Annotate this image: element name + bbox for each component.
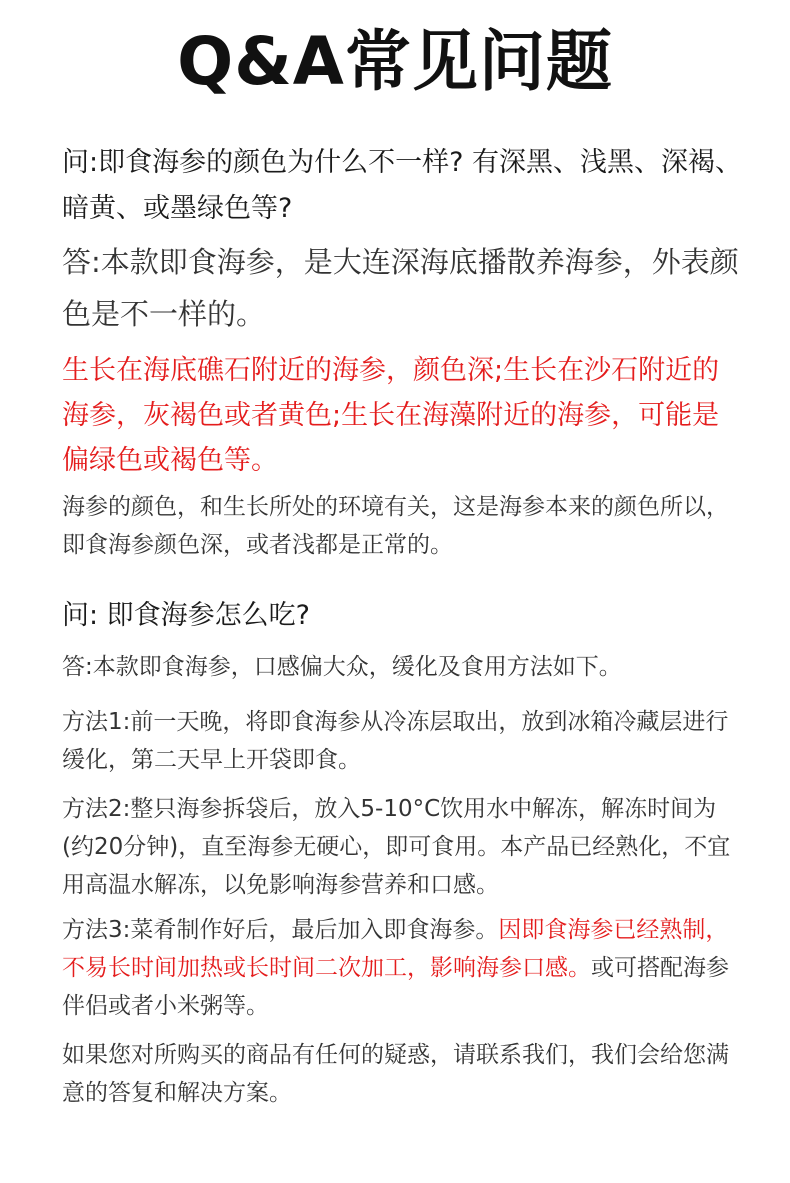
method-3-tail: 或可搭配海参伴侣或者小米粥等。 — [62, 955, 729, 1019]
answer-color-highlight: 生长在海底礁石附近的海参，颜色深;生长在沙石附近的海参，灰褐色或者黄色;生长在海藻附近的海参，可能是偏绿色或褐色等。 — [62, 355, 720, 476]
question-color: 问:即食海参的颜色为什么不一样? 有深黑、浅黑、深褐、暗黄、或墨绿色等? — [62, 147, 743, 224]
method-3-warning: 因即食海参已经熟制，不易长时间加热或长时间二次加工，影响海参口感。 — [62, 917, 729, 981]
method-3-text: 方法3:菜肴制作好后，最后加入即食海参。 — [62, 917, 499, 943]
page-title: Q&A常见问题 — [177, 23, 613, 100]
answer-how-to-eat: 答:本款即食海参，口感偏大众，缓化及食用方法如下。 — [62, 654, 622, 680]
answer-color: 答:本款即食海参，是大连深海底播散养海参，外表颜色是不一样的。 — [62, 245, 739, 331]
answer-color-note: 海参的颜色，和生长所处的环境有关，这是海参本来的颜色所以，即食海参颜色深，或者浅都是正常的。 — [62, 494, 729, 558]
method-2: 方法2:整只海参拆袋后，放入5-10°C饮用水中解冻，解冻时间为(约20分钟)，直至海参无硬心，即可食用。本产品已经熟化，不宜用高温水解冻，以免影响海参营养和口感。 — [62, 796, 731, 898]
method-1: 方法1:前一天晚，将即食海参从冷冻层取出，放到冰箱冷藏层进行缓化，第二天早上开袋即食。 — [62, 709, 729, 773]
closing-note: 如果您对所购买的商品有任何的疑惑，请联系我们，我们会给您满意的答复和解决方案。 — [62, 1042, 729, 1106]
question-how-to-eat: 问: 即食海参怎么吃? — [62, 600, 311, 631]
method-3 — [62, 911, 742, 1025]
